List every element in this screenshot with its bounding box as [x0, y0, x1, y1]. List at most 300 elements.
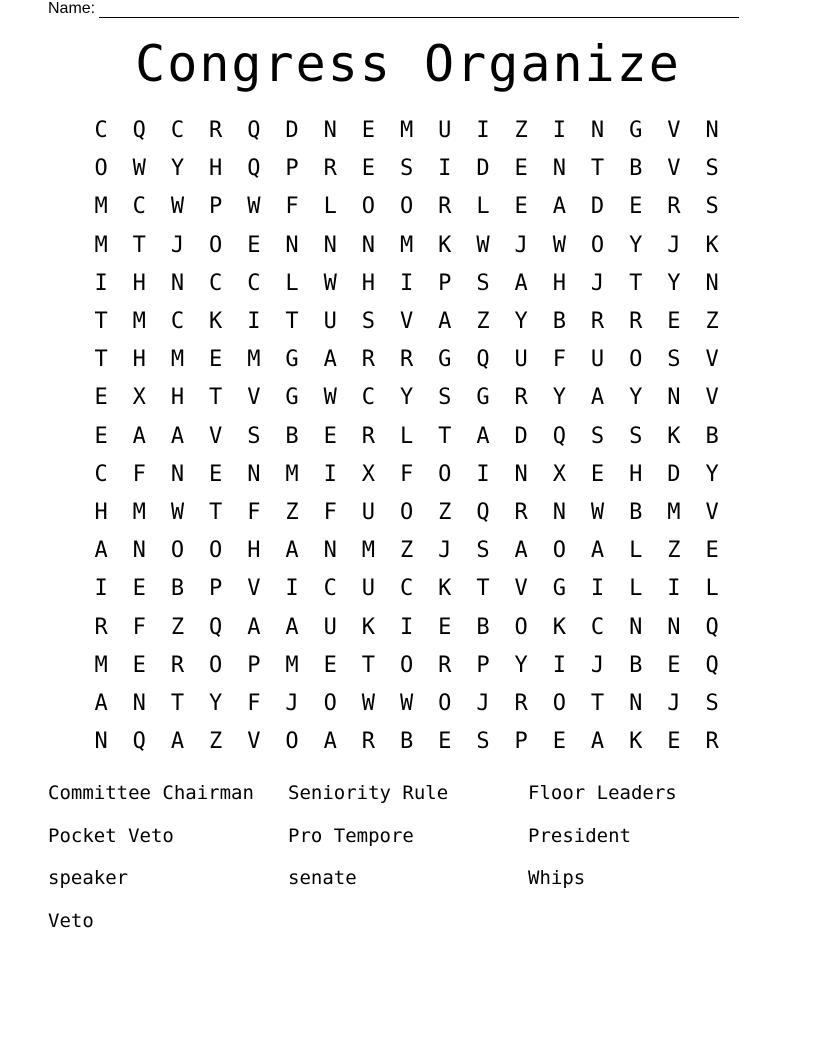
grid-letter: S: [705, 690, 719, 716]
grid-letter: W: [247, 194, 261, 220]
name-underline: [99, 3, 739, 18]
grid-letter: I: [323, 461, 337, 487]
grid-letter: N: [629, 690, 643, 716]
grid-letter: H: [94, 499, 108, 525]
word-list-item: Veto: [48, 909, 94, 932]
grid-letter: P: [209, 576, 223, 602]
grid-letter: S: [361, 309, 376, 335]
grid-row: [82, 188, 732, 226]
grid-letter: H: [132, 347, 146, 373]
grid-letter: H: [132, 270, 146, 296]
grid-letter: S: [705, 194, 719, 220]
grid-letter: M: [361, 538, 376, 564]
grid-letter: H: [209, 156, 223, 182]
grid-letter: S: [438, 385, 452, 411]
grid-letter: O: [552, 538, 566, 564]
grid-letter: A: [438, 309, 452, 335]
grid-letter: A: [285, 538, 299, 564]
grid-letter: P: [247, 652, 261, 678]
grid-letter: O: [399, 194, 414, 220]
grid-letter: T: [132, 232, 146, 258]
grid-letter: T: [629, 270, 643, 296]
grid-letter: T: [476, 576, 490, 602]
grid-letter: R: [514, 690, 528, 716]
grid-letter: D: [285, 118, 299, 144]
word-list-item: senate: [288, 867, 357, 890]
grid-letter: I: [552, 118, 566, 144]
grid-letter: A: [247, 614, 261, 640]
grid-letter: N: [552, 156, 566, 182]
grid-letter: C: [323, 576, 337, 602]
grid-letter: Y: [552, 385, 566, 411]
grid-letter: M: [94, 194, 108, 220]
grid-letter: O: [590, 232, 605, 258]
grid-letter: Z: [476, 309, 490, 335]
word-list-item: Pocket Veto: [48, 824, 174, 847]
grid-letter: G: [438, 347, 452, 373]
grid-letter: N: [552, 499, 566, 525]
grid-letter: Q: [476, 499, 490, 525]
grid-letter: R: [590, 309, 605, 335]
grid-letter: B: [170, 576, 185, 602]
grid-letter: B: [705, 423, 719, 449]
grid-letter: T: [209, 499, 223, 525]
grid-letter: I: [667, 576, 681, 602]
word-list-item: Seniority Rule: [288, 782, 449, 804]
grid-letter: Z: [170, 614, 185, 640]
grid-letter: I: [552, 652, 566, 678]
grid-letter: L: [629, 576, 643, 602]
grid-letter: Q: [476, 347, 490, 373]
grid-letter: V: [514, 576, 528, 602]
grid-letter: A: [514, 270, 528, 296]
grid-letter: I: [438, 156, 452, 182]
grid-letter: D: [514, 423, 528, 449]
grid-letter: T: [285, 309, 299, 335]
grid-letter: V: [705, 347, 719, 373]
grid-letter: S: [705, 156, 719, 182]
grid-letter: A: [590, 385, 605, 411]
grid-row: [82, 494, 732, 532]
grid-letter: R: [94, 614, 108, 640]
grid-letter: E: [667, 309, 681, 335]
grid-letter: J: [438, 538, 452, 564]
grid-row: [82, 608, 732, 646]
grid-letter: I: [476, 461, 490, 487]
grid-letter: Q: [247, 118, 261, 144]
grid-letter: R: [399, 347, 414, 373]
grid-letter: Z: [667, 538, 681, 564]
grid-letter: C: [209, 270, 223, 296]
grid-letter: U: [323, 309, 337, 335]
grid-letter: F: [552, 347, 566, 373]
grid-letter: M: [285, 652, 299, 678]
grid-letter: E: [361, 118, 376, 144]
grid-letter: E: [514, 156, 528, 182]
grid-letter: K: [438, 232, 452, 258]
grid-letter: S: [476, 538, 490, 564]
grid-letter: U: [514, 347, 528, 373]
grid-letter: O: [285, 729, 299, 755]
grid-letter: D: [590, 194, 605, 220]
grid-letter: W: [170, 499, 185, 525]
grid-letter: K: [629, 729, 643, 755]
grid-letter: V: [667, 118, 681, 144]
grid-letter: E: [514, 194, 528, 220]
grid-letter: J: [476, 690, 490, 716]
grid-letter: P: [514, 729, 528, 755]
grid-letter: T: [590, 156, 605, 182]
grid-letter: I: [399, 614, 414, 640]
grid-letter: H: [247, 538, 261, 564]
grid-letter: L: [476, 194, 490, 220]
grid-letter: R: [209, 118, 223, 144]
grid-letter: T: [590, 690, 605, 716]
grid-letter: G: [476, 385, 490, 411]
grid-letter: Q: [552, 423, 566, 449]
grid-letter: E: [323, 652, 337, 678]
grid-letter: R: [170, 652, 185, 678]
name-field: [48, 0, 739, 18]
grid-letter: R: [629, 309, 643, 335]
grid-letter: W: [132, 156, 146, 182]
grid-letter: U: [323, 614, 337, 640]
grid-letter: I: [399, 270, 414, 296]
grid-letter: W: [323, 385, 337, 411]
word-list-item: President: [528, 824, 631, 847]
grid-letter: J: [514, 232, 528, 258]
grid-row: [82, 303, 732, 341]
grid-letter: B: [399, 729, 414, 755]
grid-letter: V: [399, 309, 414, 335]
grid-letter: O: [514, 614, 528, 640]
grid-letter: W: [590, 499, 605, 525]
grid-letter: E: [590, 461, 605, 487]
grid-letter: R: [438, 194, 452, 220]
grid-letter: N: [705, 270, 719, 296]
grid-letter: R: [323, 156, 337, 182]
grid-letter: W: [552, 232, 566, 258]
grid-letter: A: [514, 538, 528, 564]
grid-letter: K: [438, 576, 452, 602]
grid-letter: H: [629, 461, 643, 487]
grid-letter: H: [170, 385, 185, 411]
grid-row: [82, 456, 732, 494]
page-title: Congress Organize: [135, 35, 681, 93]
grid-letter: C: [170, 118, 185, 144]
grid-letter: O: [399, 652, 414, 678]
grid-row: [82, 227, 732, 265]
grid-letter: R: [514, 499, 528, 525]
grid-row: [82, 723, 732, 761]
grid-letter: E: [94, 423, 108, 449]
grid-letter: A: [94, 538, 108, 564]
grid-letter: V: [247, 576, 261, 602]
grid-letter: W: [399, 690, 414, 716]
grid-letter: Y: [170, 156, 185, 182]
grid-letter: S: [629, 423, 643, 449]
grid-letter: P: [438, 270, 452, 296]
grid-letter: H: [552, 270, 566, 296]
grid-letter: F: [247, 499, 261, 525]
grid-row: [82, 685, 732, 723]
grid-letter: F: [399, 461, 414, 487]
grid-letter: A: [94, 690, 108, 716]
grid-letter: G: [285, 385, 299, 411]
grid-row: [82, 265, 732, 303]
grid-letter: X: [132, 385, 146, 411]
grid-row: [82, 532, 732, 570]
grid-letter: Q: [705, 614, 719, 640]
grid-letter: P: [285, 156, 299, 182]
grid-letter: A: [590, 538, 605, 564]
grid-letter: Z: [514, 118, 528, 144]
grid-letter: R: [514, 385, 528, 411]
grid-letter: L: [323, 194, 337, 220]
grid-letter: P: [476, 652, 490, 678]
grid-letter: Z: [209, 729, 223, 755]
grid-letter: I: [476, 118, 490, 144]
grid-letter: C: [590, 614, 605, 640]
grid-letter: A: [132, 423, 146, 449]
word-list-item: Floor Leaders: [528, 782, 677, 804]
grid-letter: Q: [132, 729, 146, 755]
grid-letter: N: [170, 270, 185, 296]
word-list-item: Committee Chairman: [48, 782, 254, 804]
grid-letter: N: [94, 729, 108, 755]
grid-row: [82, 379, 732, 417]
grid-letter: M: [399, 232, 414, 258]
grid-letter: N: [285, 232, 299, 258]
grid-letter: N: [323, 232, 337, 258]
grid-letter: V: [247, 385, 261, 411]
grid-letter: I: [247, 309, 261, 335]
grid-letter: E: [323, 423, 337, 449]
grid-letter: S: [476, 729, 490, 755]
grid-letter: K: [361, 614, 376, 640]
grid-letter: E: [94, 385, 108, 411]
grid-letter: D: [476, 156, 490, 182]
grid-letter: R: [705, 729, 719, 755]
grid-letter: U: [590, 347, 605, 373]
grid-letter: N: [132, 690, 146, 716]
grid-letter: C: [361, 385, 376, 411]
grid-letter: Q: [209, 614, 223, 640]
grid-letter: Z: [438, 499, 452, 525]
grid-letter: L: [705, 576, 719, 602]
word-search-grid: [82, 112, 732, 761]
grid-letter: N: [247, 461, 261, 487]
grid-letter: E: [667, 729, 681, 755]
grid-letter: C: [132, 194, 146, 220]
grid-letter: A: [476, 423, 490, 449]
grid-letter: T: [361, 652, 376, 678]
grid-row: [82, 647, 732, 685]
grid-letter: J: [170, 232, 185, 258]
grid-letter: Y: [514, 309, 528, 335]
grid-letter: R: [361, 423, 376, 449]
grid-letter: X: [361, 461, 376, 487]
word-list-item: speaker: [48, 867, 129, 890]
grid-letter: A: [590, 729, 605, 755]
grid-letter: S: [667, 347, 681, 373]
grid-letter: O: [438, 461, 452, 487]
grid-letter: E: [438, 729, 452, 755]
grid-letter: C: [94, 118, 108, 144]
grid-letter: D: [667, 461, 681, 487]
grid-letter: E: [209, 347, 223, 373]
grid-letter: I: [94, 270, 108, 296]
grid-letter: Z: [399, 538, 414, 564]
grid-letter: N: [590, 118, 605, 144]
grid-letter: L: [629, 538, 643, 564]
grid-row: [82, 112, 732, 150]
grid-letter: O: [209, 652, 223, 678]
grid-letter: Y: [705, 461, 719, 487]
grid-letter: M: [667, 499, 681, 525]
grid-letter: N: [629, 614, 643, 640]
grid-letter: K: [667, 423, 681, 449]
grid-letter: U: [361, 576, 376, 602]
grid-letter: B: [629, 499, 643, 525]
grid-letter: Y: [399, 385, 414, 411]
grid-letter: C: [170, 309, 185, 335]
grid-row: [82, 341, 732, 379]
grid-letter: T: [209, 385, 223, 411]
grid-letter: N: [132, 538, 146, 564]
grid-letter: M: [170, 347, 185, 373]
grid-letter: A: [552, 194, 566, 220]
grid-letter: N: [705, 118, 719, 144]
grid-letter: B: [476, 614, 490, 640]
grid-letter: J: [590, 652, 605, 678]
grid-letter: E: [552, 729, 566, 755]
grid-letter: Z: [705, 309, 719, 335]
grid-letter: K: [705, 232, 719, 258]
grid-letter: M: [247, 347, 261, 373]
grid-letter: K: [552, 614, 566, 640]
grid-letter: F: [285, 194, 299, 220]
grid-letter: K: [209, 309, 223, 335]
grid-letter: T: [94, 309, 108, 335]
grid-letter: E: [247, 232, 261, 258]
grid-letter: A: [323, 347, 337, 373]
grid-letter: I: [285, 576, 299, 602]
grid-letter: O: [629, 347, 643, 373]
grid-letter: Y: [667, 270, 681, 296]
grid-row: [82, 570, 732, 608]
grid-letter: A: [323, 729, 337, 755]
grid-letter: B: [629, 652, 643, 678]
grid-letter: F: [132, 461, 146, 487]
grid-letter: C: [94, 461, 108, 487]
grid-letter: G: [285, 347, 299, 373]
grid-letter: F: [247, 690, 261, 716]
grid-letter: W: [476, 232, 490, 258]
grid-letter: U: [361, 499, 376, 525]
grid-letter: S: [476, 270, 490, 296]
grid-letter: E: [629, 194, 643, 220]
grid-letter: O: [170, 538, 185, 564]
grid-letter: G: [629, 118, 643, 144]
grid-letter: P: [209, 194, 223, 220]
grid-letter: I: [590, 576, 605, 602]
grid-letter: V: [209, 423, 223, 449]
grid-letter: O: [399, 499, 414, 525]
grid-letter: N: [323, 538, 337, 564]
grid-letter: E: [209, 461, 223, 487]
grid-letter: O: [552, 690, 566, 716]
word-list-item: Whips: [528, 867, 586, 890]
grid-letter: V: [667, 156, 681, 182]
grid-letter: X: [552, 461, 566, 487]
grid-letter: J: [667, 232, 681, 258]
grid-letter: N: [667, 614, 681, 640]
grid-letter: E: [705, 538, 719, 564]
grid-letter: F: [132, 614, 146, 640]
grid-letter: O: [94, 156, 108, 182]
grid-letter: L: [399, 423, 414, 449]
grid-letter: C: [247, 270, 261, 296]
grid-letter: T: [438, 423, 452, 449]
grid-row: [82, 150, 732, 188]
grid-letter: E: [132, 576, 146, 602]
grid-letter: V: [705, 385, 719, 411]
grid-letter: N: [323, 118, 337, 144]
grid-letter: M: [285, 461, 299, 487]
grid-letter: T: [94, 347, 108, 373]
grid-letter: M: [399, 118, 414, 144]
grid-letter: C: [399, 576, 414, 602]
grid-letter: E: [438, 614, 452, 640]
grid-letter: N: [667, 385, 681, 411]
grid-letter: O: [209, 232, 223, 258]
grid-letter: A: [170, 423, 185, 449]
grid-letter: A: [170, 729, 185, 755]
grid-letter: O: [209, 538, 223, 564]
grid-letter: Y: [209, 690, 223, 716]
grid-letter: W: [170, 194, 185, 220]
grid-letter: Y: [629, 385, 643, 411]
grid-letter: M: [132, 499, 146, 525]
grid-letter: T: [170, 690, 185, 716]
grid-letter: E: [361, 156, 376, 182]
grid-letter: B: [629, 156, 643, 182]
grid-letter: M: [132, 309, 146, 335]
grid-letter: B: [285, 423, 299, 449]
grid-letter: N: [514, 461, 528, 487]
grid-letter: R: [438, 652, 452, 678]
grid-letter: V: [705, 499, 719, 525]
grid-letter: S: [247, 423, 261, 449]
grid-letter: Z: [285, 499, 299, 525]
grid-letter: S: [590, 423, 605, 449]
grid-letter: M: [94, 652, 108, 678]
grid-letter: Q: [132, 118, 146, 144]
grid-letter: Y: [514, 652, 528, 678]
name-label: Name:: [48, 0, 96, 17]
grid-letter: W: [361, 690, 376, 716]
grid-letter: R: [667, 194, 681, 220]
grid-letter: G: [552, 576, 566, 602]
grid-letter: Q: [247, 156, 261, 182]
word-list-item: Pro Tempore: [288, 824, 414, 847]
grid-letter: V: [247, 729, 261, 755]
grid-letter: N: [361, 232, 376, 258]
grid-letter: F: [323, 499, 337, 525]
grid-letter: L: [285, 270, 299, 296]
grid-letter: J: [590, 270, 605, 296]
